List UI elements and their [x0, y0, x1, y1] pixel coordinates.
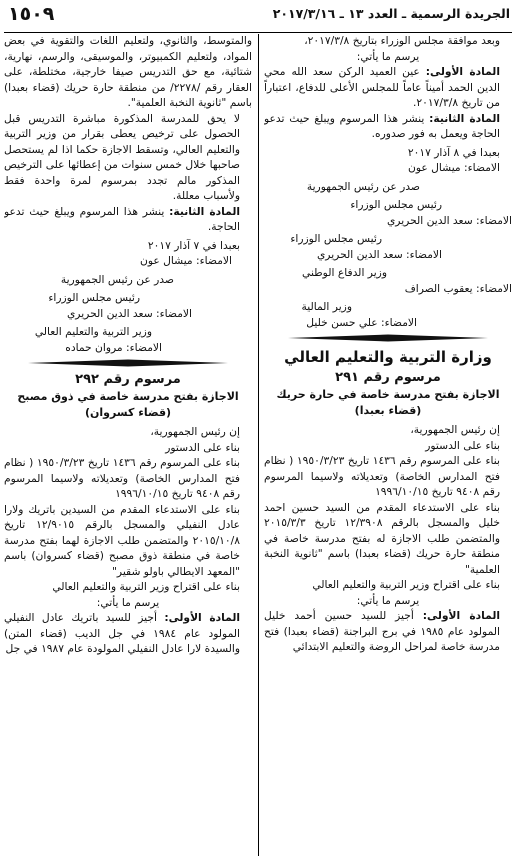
preamble-proposal: بناء على اقتراح وزير التربية والتعليم العالي	[52, 580, 240, 593]
section-divider-ornament	[288, 334, 488, 342]
preamble-president: إن رئيس الجمهورية،	[150, 425, 240, 438]
article-1-label: المادة الأولى:	[425, 65, 500, 78]
decree-title: الاجازة بفتح مدرسة خاصة في حارة حريك	[276, 388, 500, 401]
gazette-title: الجريدة الرسمية ـ العدد ١٣ ـ ٢٠١٧/٣/١٦	[272, 6, 510, 21]
decree-formula: يرسم ما يأتي:	[356, 49, 420, 63]
article-label: المادة الأولى:	[422, 609, 501, 622]
decree-region: (قضاء كسروان)	[84, 406, 172, 419]
signature-pm-1: الامضاء: سعد الدين الحريري	[386, 213, 512, 227]
decree-title: الاجازة بفتح مدرسة خاصة في ذوق مصبح	[17, 390, 239, 403]
preamble-president: إن رئيس الجمهورية،	[410, 423, 500, 436]
article-2-text: ينشر هذا المرسوم ويبلغ حيث تدعو الحاجة ويعمل به فور صدوره.	[264, 111, 500, 140]
preamble-decree-1436: بناء على المرسوم رقم ١٤٣٦ تاريخ ١٩٥٠/٣/٢٣ ( نظام فتح المدارس الخاصة) وتعديلاته ولاسيما المرسوم رقم ٩٤٠٨ تاريخ ١٩٩٦/١٠/١٥	[264, 454, 500, 498]
article-2-label: المادة الثانية:	[429, 111, 500, 125]
article-2-text: ينشر هذا المرسوم ويبلغ حيث تدعو الحاجة.	[4, 204, 240, 233]
finance-minister-title: وزير المالية	[301, 300, 352, 313]
decree-date: بعبدا في ٨ آذار ٢٠١٧	[407, 145, 500, 159]
article-text: أجيز للسيد باتريك عادل النفيلي المولود عام ١٩٨٤ في جل الديب (قضاء المتن) والسيدة لارا عادل النفيلي المولودة عام ١٩٨٧ في جل	[4, 611, 240, 655]
preamble-decree-1436: بناء على المرسوم رقم ١٤٣٦ تاريخ ١٩٥٠/٣/٢٣ ( نظام فتح المدارس الخاصة) وتعديلاته ولاسيما المرسوم رقم ٩٤٠٨ تاريخ ١٩٩٦/١٠/١٥	[4, 456, 240, 500]
preamble-application: بناء على الاستدعاء المقدم من السيدين باتريك ولارا عادل النفيلي والمسجل بالرقم ١٢/٩٠١٥ تاريخ ٢٠١٥/١٠/٨ والمتضمن طلب الاجازة لهما بفتح مدرسة خاصة في منطقة ذوق مصبح (قضاء كسروان) باسم "المعهد الايطالي باولو شقير"	[4, 502, 240, 578]
licensing-condition: لا يحق للمدرسة المذكورة مباشرة التدريس قبل الحصول على ترخيص يعطى بقرار من وزير التربية والتعليم العالي، وتسقط الاجازة حكما اذا لم يستحصل صاحبها خلال خمس سنوات من إعطائها على الترخيص المذكور مالم تجدد بمرسوم لمرة واحدة فقط ولأسباب معللة.	[4, 111, 240, 202]
decree-number: مرسوم رقم ٢٩١	[335, 370, 441, 385]
decree-number: مرسوم رقم ٢٩٢	[75, 372, 181, 387]
signature-president: الامضاء: ميشال عون	[408, 161, 500, 174]
article-1-decree-292	[4, 610, 252, 657]
article-text: أجيز للسيد حسين أحمد خليل المولود عام ١٩٨٥ في برج البراجنة (قضاء بعبدا) فتح مدرسة خاصة لمراحل الروضة والتعليم الابتدائي	[264, 609, 500, 653]
preamble-constitution: بناء على الدستور	[425, 438, 500, 452]
decree-formula: يرسم ما يأتي:	[96, 595, 160, 609]
preamble-application: بناء على الاستدعاء المقدم من السيد حسين احمد خليل والمسجل بالرقم ١٢/٣٩٠٨ تاريخ ٢٠١٥/٣/٣ والمتضمن طلب الاجازة له بفتح مدرسة خاصة في منطقة حارة حريك (قضاء بعبدا) باسم "ثانوية النخبة العلمية"	[264, 500, 500, 576]
approval-line: وبعد موافقة مجلس الوزراء بتاريخ ٢٠١٧/٣/٨،	[304, 34, 500, 47]
left-column	[4, 33, 252, 657]
pm-title-2: رئيس مجلس الوزراء	[290, 232, 382, 245]
decree-date: بعبدا في ٧ آذار ٢٠١٧	[147, 238, 240, 252]
signature-finance-minister: الامضاء: علي حسن خليل	[306, 315, 417, 329]
defense-minister-title: وزير الدفاع الوطني	[302, 266, 387, 279]
pm-title: رئيس مجلس الوزراء	[48, 291, 140, 304]
issued-by-line: صدر عن رئيس الجمهورية	[306, 179, 420, 193]
education-minister-title: وزير التربية والتعليم العالي	[34, 325, 152, 338]
decree-region: (قضاء بعبدا)	[354, 404, 422, 417]
column-divider	[258, 34, 259, 856]
preamble-constitution: بناء على الدستور	[165, 440, 240, 454]
right-column	[264, 33, 512, 655]
pm-title-1: رئيس مجلس الوزراء	[350, 198, 442, 211]
ministry-heading: وزارة التربية والتعليم العالي	[284, 348, 492, 366]
continued-article-text: والمتوسط، والثانوي، ولتعليم اللغات والتقوية في بعض المواد، ولتعليم الكمبيوتر، والموسيقى، والرسم، نهارية، شتائية، مع حق التدريس صيفا خارجية، مختلطة، على العقار رقم /٢٢٧٨/ من منطقة حارة حريك (قضاء بعبدا) باسم "ثانوية النخبة العلمية".	[4, 34, 252, 109]
article-label: المادة الأولى:	[164, 611, 240, 624]
signature-education-minister: الامضاء: مروان حماده	[65, 340, 162, 354]
signature-pm: الامضاء: سعد الدين الحريري	[66, 306, 192, 320]
article-1-text: عين العميد الركن سعد الله محي الدين الحمد أميناً عاماً للمجلس الأعلى للدفاع، اعتباراً من تاريخ ٢٠١٧/٣/٨.	[264, 65, 500, 109]
signature-defense-minister: الامضاء: يعقوب الصراف	[404, 281, 512, 295]
page-header	[4, 2, 512, 33]
decree-formula-2: يرسم ما يأتي:	[356, 593, 420, 607]
article-2	[4, 204, 252, 235]
article-2	[264, 111, 512, 142]
issued-by-line: صدر عن رئيس الجمهورية	[60, 272, 174, 286]
signature-pm-2: الامضاء: سعد الدين الحريري	[316, 247, 442, 261]
article-1	[264, 64, 512, 111]
article-2-label: المادة الثانية:	[169, 204, 240, 218]
signature-president: الامضاء: ميشال عون	[140, 254, 232, 267]
section-divider-ornament	[28, 359, 228, 367]
preamble-proposal: بناء على اقتراح وزير التربية والتعليم العالي	[312, 578, 500, 591]
page-number: ١٥٠٩	[8, 3, 55, 25]
article-1-decree-291	[264, 608, 512, 655]
